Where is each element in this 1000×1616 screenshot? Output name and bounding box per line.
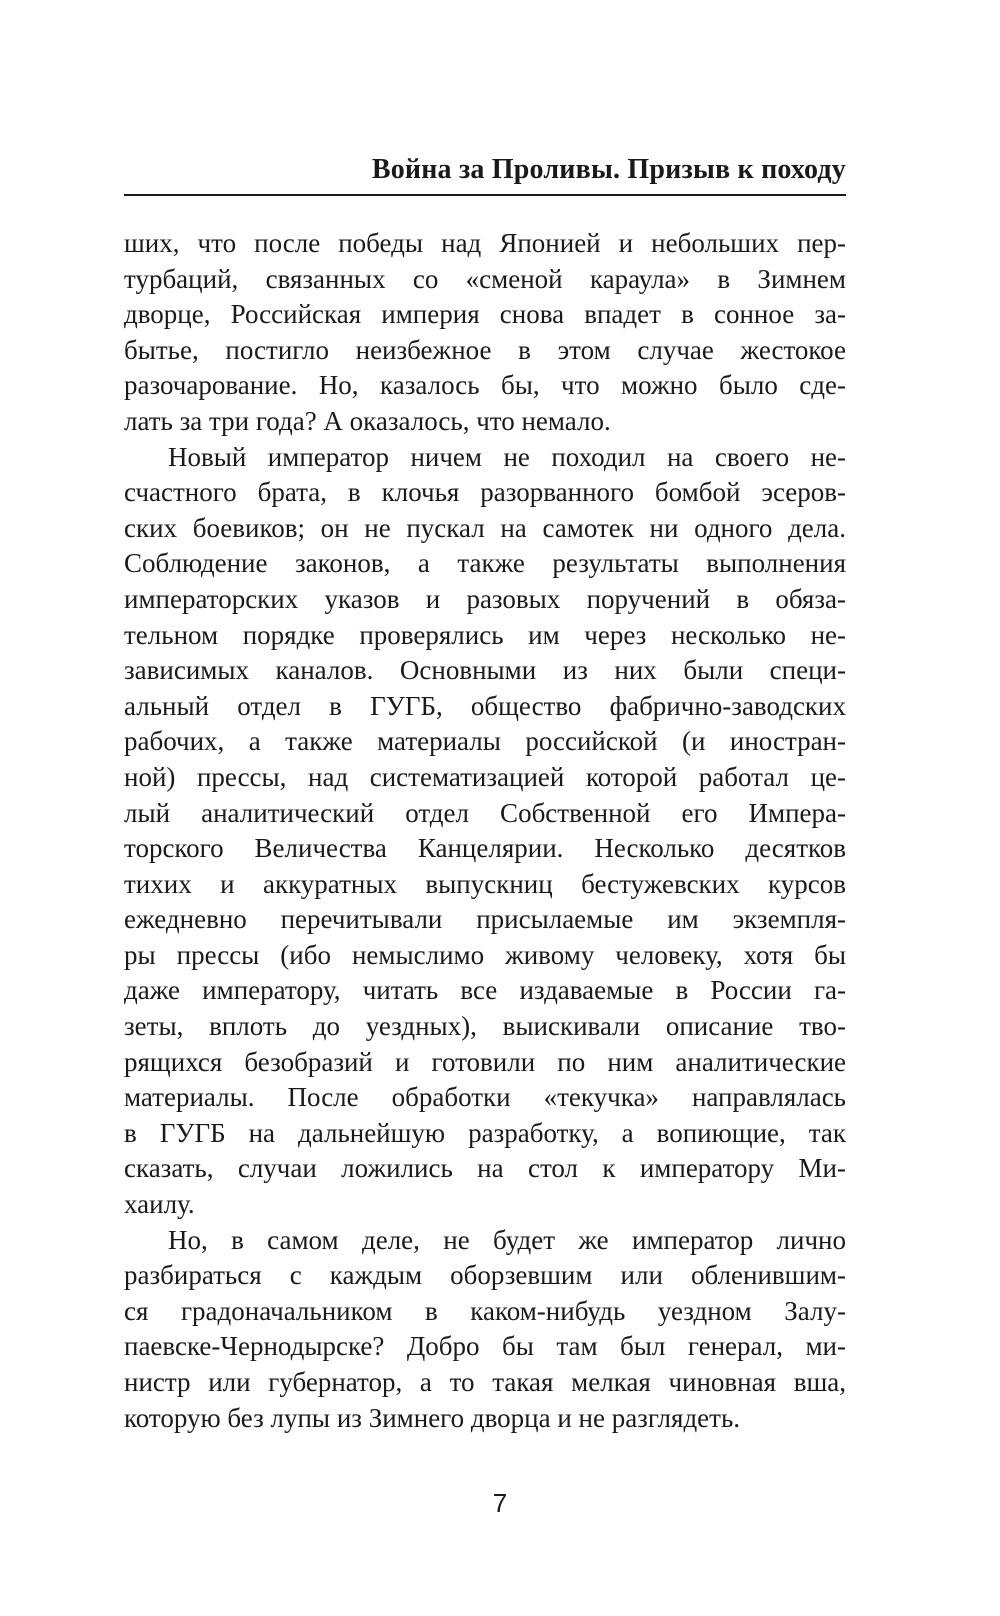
text-line: дворце, Российская империя снова впадет в сонное за-	[124, 299, 846, 330]
text-line: ной) прессы, над систематизацией которой работал це-	[124, 761, 846, 792]
text-line: материалы. После обработки «текучка» направлялась	[124, 1082, 846, 1113]
text-line: тельном порядке проверялись им через несколько не-	[124, 619, 846, 650]
text-line: рабочих, а также материалы российской (и иностран-	[124, 726, 846, 757]
text-line: торского Величества Канцелярии. Несколько десятков	[124, 833, 846, 864]
text-line: ших, что после победы над Японией и небольших пер-	[124, 228, 846, 258]
text-line: нистр или губернатор, а то такая мелкая чиновная вша,	[124, 1367, 846, 1397]
running-head	[124, 150, 846, 196]
text-line: в ГУГБ на дальнейшую разработку, а вопиющие, так	[124, 1117, 846, 1148]
text-line: императорских указов и разовых поручений в обяза-	[124, 583, 846, 614]
text-line: ры прессы (ибо немыслимо живому человеку, хотя бы	[124, 939, 846, 970]
text-line: зеты, вплоть до уездных), выискивали описание тво-	[124, 1011, 846, 1042]
text-line: ежедневно перечитывали присылаемые им экземпля-	[124, 904, 846, 935]
running-head-title: Война за Проливы. Призыв к походу	[371, 154, 846, 185]
text-line: альный отдел в ГУГБ, общество фабрично-заводских	[124, 690, 846, 721]
text-line: хаилу.	[124, 1189, 195, 1220]
text-line: Новый император ничем не походил на своего не-	[168, 441, 846, 472]
text-line: разбираться с каждым оборзевшим или обленившим-	[124, 1260, 846, 1291]
text-line: счастного брата, в клочья разорванного бомбой эсеров-	[124, 477, 846, 508]
text-line: лый аналитический отдел Собственной его Импера-	[124, 797, 846, 828]
page-number: 7	[492, 1488, 508, 1518]
text-line: Соблюдение законов, а также результаты выполнения	[124, 548, 846, 579]
text-line: разочарование. Но, казалось бы, что можно было сде-	[124, 370, 846, 401]
text-line: Но, в самом деле, не будет же император лично	[168, 1224, 846, 1255]
text-line: паевске-Чернодырске? Добро бы там был генерал, ми-	[124, 1331, 846, 1362]
paragraph	[124, 226, 846, 440]
text-line: которую без лупы из Зимнего дворца и не разглядеть.	[124, 1402, 741, 1433]
text-line: тихих и аккуратных выпускниц бестужевских курсов	[124, 868, 846, 899]
text-line: сказать, случаи ложились на стол к императору Ми-	[124, 1153, 846, 1184]
text-line: бытье, постигло неизбежное в этом случае жестокое	[124, 334, 846, 365]
text-line: лать за три года? А оказалось, что немало.	[124, 405, 611, 436]
text-line: зависимых каналов. Основными из них были специ-	[124, 655, 846, 686]
text-line: даже императору, читать все издаваемые в России га-	[124, 975, 846, 1006]
text-line: ся градоначальником в каком-нибудь уездном Залу-	[124, 1295, 846, 1326]
body-text	[124, 226, 846, 1436]
text-line: турбаций, связанных со «сменой караула» в Зимнем	[124, 263, 846, 294]
paragraph	[124, 1223, 846, 1437]
paragraph	[124, 440, 846, 1223]
text-line: рящихся безобразий и готовили по ним аналитические	[124, 1046, 846, 1077]
text-line: ских боевиков; он не пускал на самотек ни одного дела.	[124, 512, 846, 543]
